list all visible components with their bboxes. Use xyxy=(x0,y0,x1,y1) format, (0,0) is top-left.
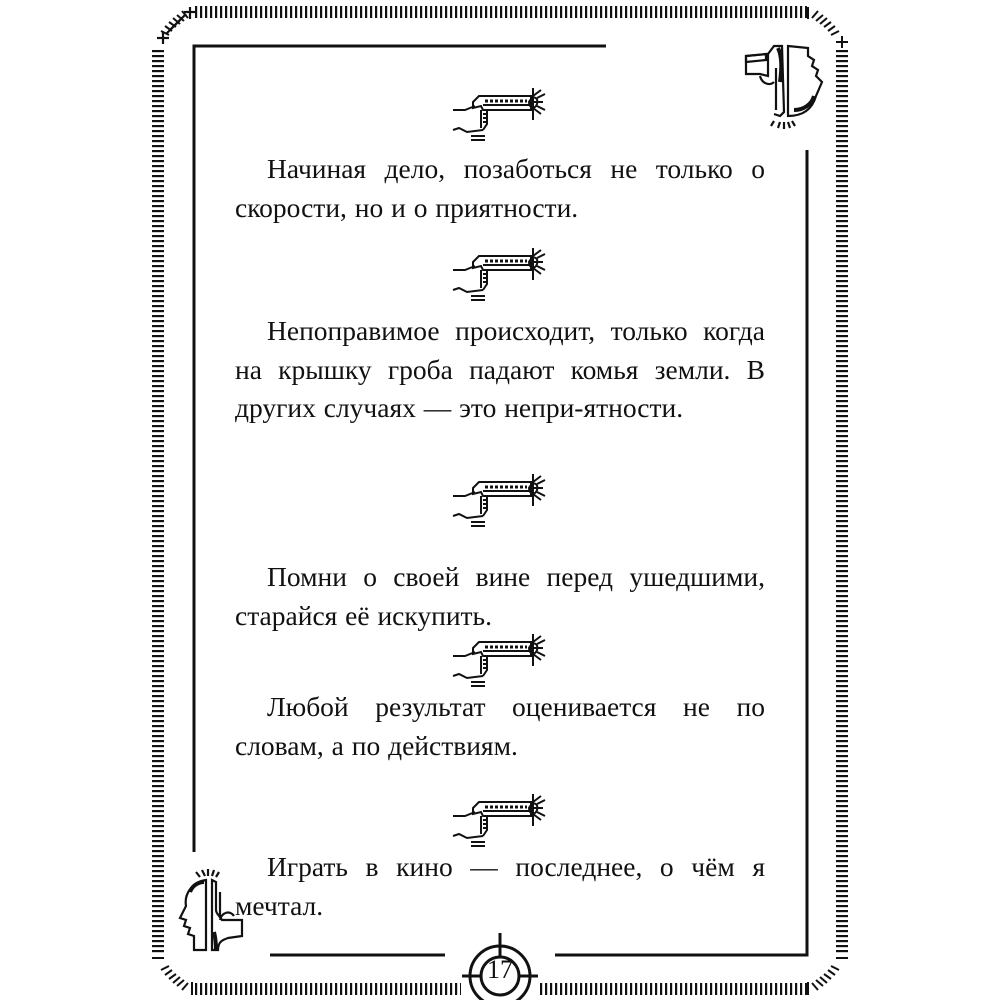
outer-border-bottom-left xyxy=(193,983,461,995)
aphorism-5 xyxy=(235,848,765,925)
outer-border-corners xyxy=(157,7,196,44)
aphorism-3 xyxy=(235,558,765,635)
pistol-with-muzzle-flash-icon xyxy=(443,244,553,304)
aphorism-text: Играть в кино — последнее, о чём я мечтал. xyxy=(235,851,765,921)
pistol-with-muzzle-flash-icon xyxy=(443,630,553,690)
aphorism-text: Начиная дело, позаботься не только о скорости, но и о приятности. xyxy=(235,153,765,223)
aphorism-text: Любой результат оценивается не по словам, а по действиям. xyxy=(235,691,765,761)
page-number: 17 xyxy=(487,955,513,984)
face-profile-and-pistol-icon xyxy=(180,869,242,950)
aphorism-text: Помни о своей вине перед ушедшими, старайся её искупить. xyxy=(235,561,765,631)
outer-border-right xyxy=(836,48,848,954)
outer-border-left xyxy=(152,48,164,954)
pistol-and-face-profile-icon xyxy=(746,46,822,129)
aphorism-1 xyxy=(235,150,765,227)
aphorism-4 xyxy=(235,688,765,765)
pistol-with-muzzle-flash-icon xyxy=(443,84,553,144)
aphorism-2 xyxy=(235,312,765,428)
outer-border-bottom-right xyxy=(540,983,807,995)
pistol-with-muzzle-flash-icon xyxy=(443,470,553,530)
pistol-with-muzzle-flash-icon xyxy=(443,790,553,850)
aphorism-text: Непоправимое происходит, только когда на крышку гроба падают комья земли. В других случаях — это непри-ятности. xyxy=(235,315,765,423)
outer-border-top xyxy=(193,6,807,18)
